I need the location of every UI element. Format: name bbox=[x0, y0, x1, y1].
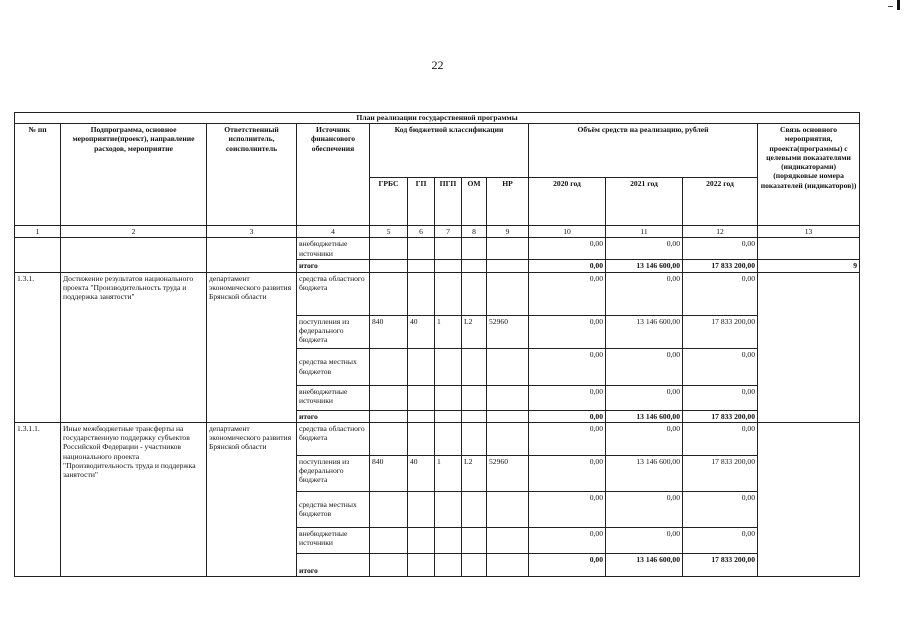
value-2021: 13 146 600,00 bbox=[606, 553, 683, 576]
source-cell-total: итого bbox=[297, 553, 370, 576]
source-cell: внебюджетные источники bbox=[297, 385, 370, 410]
program-cell: Достижение результатов национального проекта "Производительность труда и поддержка занятости" bbox=[61, 272, 207, 422]
header-link: Связь основного мероприятия, проекта(программы) с целевыми показателями (индикаторами) (порядковые номера показателей (индикаторов)) bbox=[758, 124, 860, 226]
col-number: 2 bbox=[61, 226, 207, 238]
value-2022: 17 833 200,00 bbox=[683, 455, 758, 491]
source-cell: поступления из федерального бюджета bbox=[297, 315, 370, 348]
source-cell: средства местных бюджетов bbox=[297, 491, 370, 527]
value-2020: 0,00 bbox=[529, 348, 606, 385]
header-volume: Объём средств на реализацию, рублей bbox=[529, 124, 758, 178]
code-gp: 40 bbox=[408, 315, 435, 348]
source-cell: поступления из федерального бюджета bbox=[297, 455, 370, 491]
value-2021: 0,00 bbox=[606, 491, 683, 527]
value-2022: 0,00 bbox=[683, 348, 758, 385]
value-2020: 0,00 bbox=[529, 238, 606, 260]
value-2022: 0,00 bbox=[683, 527, 758, 553]
source-cell: средства областного бюджета bbox=[297, 272, 370, 315]
code-nr: 52960 bbox=[487, 315, 529, 348]
col-number: 12 bbox=[683, 226, 758, 238]
header-2022: 2022 год bbox=[683, 178, 758, 226]
value-2021: 0,00 bbox=[606, 527, 683, 553]
link-cell bbox=[758, 422, 860, 576]
cell-num-empty bbox=[15, 238, 61, 272]
value-2022: 17 833 200,00 bbox=[683, 553, 758, 576]
col-number: 6 bbox=[408, 226, 435, 238]
value-2022: 0,00 bbox=[683, 422, 758, 455]
value-2021: 13 146 600,00 bbox=[606, 455, 683, 491]
row-number: 1.3.1. bbox=[15, 272, 61, 422]
executor-cell: департамент экономического развития Брянской области bbox=[207, 422, 297, 576]
value-2021: 13 146 600,00 bbox=[606, 315, 683, 348]
source-cell: внебюджетные источники bbox=[297, 527, 370, 553]
cell-executor-empty bbox=[207, 238, 297, 272]
table-title: План реализации государственной программы bbox=[15, 113, 860, 124]
header-nr: НР bbox=[487, 178, 529, 226]
executor-cell: департамент экономического развития Брянской области bbox=[207, 272, 297, 422]
row-number: 1.3.1.1. bbox=[15, 422, 61, 576]
source-cell: средства местных бюджетов bbox=[297, 348, 370, 385]
col-number: 7 bbox=[435, 226, 462, 238]
header-gp: ГП bbox=[408, 178, 435, 226]
value-2022: 17 833 200,00 bbox=[683, 315, 758, 348]
header-program: Подпрограмма, основное мероприятие(проект), направление расходов, мероприятие bbox=[61, 124, 207, 226]
program-cell: Иные межбюджетные трансферты на государственную поддержку субъектов Российской Федерации - участников национального проекта "Производительность труда и поддержка занятости" bbox=[61, 422, 207, 576]
value-2022: 17 833 200,00 bbox=[683, 260, 758, 272]
header-budget-code: Код бюджетной классификации bbox=[370, 124, 529, 178]
value-2020: 0,00 bbox=[529, 260, 606, 272]
value-2021: 13 146 600,00 bbox=[606, 260, 683, 272]
header-pgp: ПГП bbox=[435, 178, 462, 226]
budget-plan-table bbox=[14, 112, 860, 577]
value-2022: 0,00 bbox=[683, 272, 758, 315]
source-cell: средства областного бюджета bbox=[297, 422, 370, 455]
value-2022: 0,00 bbox=[683, 385, 758, 410]
value-2022: 0,00 bbox=[683, 238, 758, 260]
code-gp: 40 bbox=[408, 455, 435, 491]
header-num: № пп bbox=[15, 124, 61, 226]
col-number: 10 bbox=[529, 226, 606, 238]
code-nr: 52960 bbox=[487, 455, 529, 491]
edge-mark bbox=[897, 0, 900, 10]
edge-mark bbox=[888, 6, 893, 7]
link-cell bbox=[758, 238, 860, 260]
value-2020: 0,00 bbox=[529, 422, 606, 455]
value-2020: 0,00 bbox=[529, 385, 606, 410]
col-number: 4 bbox=[297, 226, 370, 238]
source-cell-total: итого bbox=[297, 260, 370, 272]
col-number: 1 bbox=[15, 226, 61, 238]
value-2022: 0,00 bbox=[683, 491, 758, 527]
header-executor: Ответственный исполнитель, соисполнитель bbox=[207, 124, 297, 226]
code-grbs: 840 bbox=[370, 315, 408, 348]
value-2021: 0,00 bbox=[606, 385, 683, 410]
value-2021: 0,00 bbox=[606, 238, 683, 260]
code-pgp: 1 bbox=[435, 315, 462, 348]
header-grbs: ГРБС bbox=[370, 178, 408, 226]
code-grbs: 840 bbox=[370, 455, 408, 491]
header-2021: 2021 год bbox=[606, 178, 683, 226]
col-number: 8 bbox=[462, 226, 487, 238]
source-cell: внебюджетные источники bbox=[297, 238, 370, 260]
value-2020: 0,00 bbox=[529, 491, 606, 527]
value-2021: 0,00 bbox=[606, 348, 683, 385]
header-2020: 2020 год bbox=[529, 178, 606, 226]
page-number: 22 bbox=[431, 58, 444, 72]
value-2020: 0,00 bbox=[529, 455, 606, 491]
link-cell: 9 bbox=[758, 260, 860, 272]
col-number: 9 bbox=[487, 226, 529, 238]
value-2021: 0,00 bbox=[606, 422, 683, 455]
value-2020: 0,00 bbox=[529, 553, 606, 576]
value-2020: 0,00 bbox=[529, 272, 606, 315]
cell-program-empty bbox=[61, 238, 207, 272]
code-om: L2 bbox=[462, 455, 487, 491]
col-number: 13 bbox=[758, 226, 860, 238]
link-cell bbox=[758, 272, 860, 422]
col-number: 3 bbox=[207, 226, 297, 238]
code-pgp: 1 bbox=[435, 455, 462, 491]
header-om: ОМ bbox=[462, 178, 487, 226]
source-cell-total: итого bbox=[297, 410, 370, 422]
value-2022: 17 833 200,00 bbox=[683, 410, 758, 422]
header-source: Источник финансового обеспечения bbox=[297, 124, 370, 226]
col-number: 5 bbox=[370, 226, 408, 238]
value-2021: 13 146 600,00 bbox=[606, 410, 683, 422]
code-om: L2 bbox=[462, 315, 487, 348]
value-2020: 0,00 bbox=[529, 527, 606, 553]
value-2020: 0,00 bbox=[529, 315, 606, 348]
value-2021: 0,00 bbox=[606, 272, 683, 315]
col-number: 11 bbox=[606, 226, 683, 238]
value-2020: 0,00 bbox=[529, 410, 606, 422]
